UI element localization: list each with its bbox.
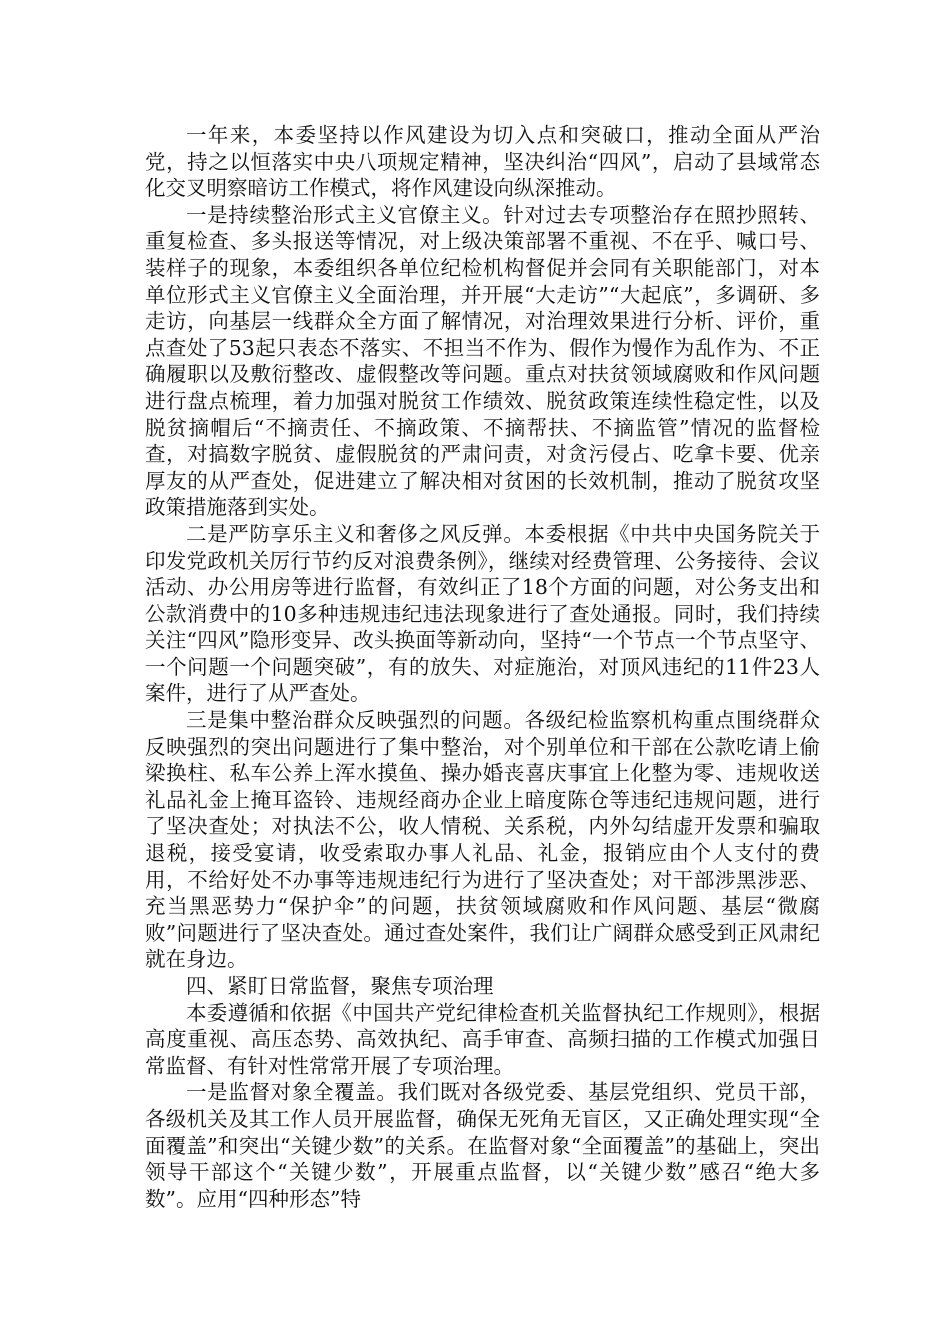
paragraph-hedonism: 二是严防享乐主义和奢侈之风反弹。本委根据《中共中央国务院关于印发党政机关厉行节约反对浪费条例》，继续对经费管理、公务接待、会议活动、办公用房等进行监督，有效纠正了18个方面的问题，对公务支出和公款消费中的10多种违规违纪违法现象进行了查处通报。同时，我们持续关注“四风”隐形变异、改头换面等新动向，坚持“一个节点一个节点坚守、一个问题一个问题突破”，有的放失、对症施治，对顶风违纪的11件23人案件，进行了从严查处。 [145,521,820,706]
paragraph-mass-issues: 三是集中整治群众反映强烈的问题。各级纪检监察机构重点围绕群众反映强烈的突出问题进行了集中整治，对个别单位和干部在公款吃请上偷梁换柱、私车公养上浑水摸鱼、操办婚丧喜庆事宜上化整为零、违规收送礼品礼金上掩耳盗铃、违规经商办企业上暗度陈仓等违纪违规问题，进行了坚决查处；对执法不公，收人情税、关系税，内外勾结虚开发票和骗取退税，接受宴请，收受索取办事人礼品、礼金，报销应由个人支付的费用，不给好处不办事等违规违纪行为进行了坚决查处；对干部涉黑涉恶、充当黑恶势力“保护伞”的问题，扶贫领域腐败和作风问题、基层“微腐败”问题进行了坚决查处。通过查处案件，我们让广阔群众感受到正风肃纪就在身边。 [145,708,820,972]
document-body [145,122,820,1212]
paragraph-intro: 一年来，本委坚持以作风建设为切入点和突破口，推动全面从严治党，持之以恒落实中央八项规定精神，坚决纠治“四风”，启动了县域常态化交叉明察暗访工作模式，将作风建设向纵深推动。 [145,123,820,201]
paragraph-formalism: 一是持续整治形式主义官僚主义。针对过去专项整治存在照抄照转、重复检查、多头报送等情况，对上级决策部署不重视、不在乎、喊口号、装样子的现象，本委组织各单位纪检机构督促并会同有关职能部门，对本单位形式主义官僚主义全面治理，并开展“大走访”“大起底”，多调研、多走访，向基层一线群众全方面了解情况，对治理效果进行分析、评价，重点查处了53起只表态不落实、不担当不作为、假作为慢作为乱作为、不正确履职以及敷衍整改、虚假整改等问题。重点对扶贫领域腐败和作风问题进行盘点梳理，着力加强对脱贫工作绩效、脱贫政策连续性稳定性，以及脱贫摘帽后“不摘责任、不摘政策、不摘帮扶、不摘监管”情况的监督检查，对搞数字脱贫、虚假脱贫的严肃问责，对贪污侵占、吃拿卡要、优亲厚友的从严查处，促进建立了解决相对贫困的长效机制，推动了脱贫攻坚政策措施落到实处。 [145,202,820,520]
paragraph-coverage: 一是监督对象全覆盖。我们既对各级党委、基层党组织、党员干部，各级机关及其工作人员开展监督，确保无死角无盲区，又正确处理实现“全面覆盖”和突出“关键少数”的关系。在监督对象“全面覆盖”的基础上，突出领导干部这个“关键少数”，开展重点监督，以“关键少数”感召“绝大多数”。应用“四种形态”特 [145,1080,820,1211]
paragraph-rules: 本委遵循和依据《中国共产党纪律检查机关监督执纪工作规则》，根据高度重视、高压态势、高效执纪、高手审查、高频扫描的工作模式加强日常监督、有针对性常常开展了专项治理。 [145,1000,820,1078]
section-heading-four: 四、紧盯日常监督，聚焦专项治理 [186,974,494,998]
